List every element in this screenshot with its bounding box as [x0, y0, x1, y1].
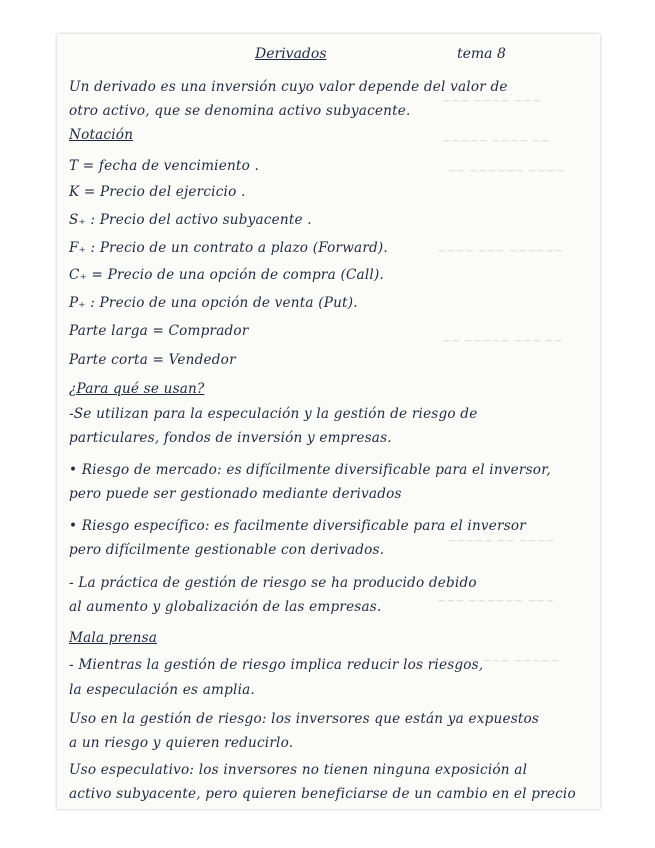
bleed-through-mark: ~~~~~ ~~~~ ~~ — [442, 134, 551, 147]
text-line: C₊ = Precio de una opción de compra (Call). — [69, 267, 384, 283]
topic-label: tema 8 — [457, 46, 506, 62]
text-line: activo subyacente, pero quieren beneficiarse de un cambio en el precio — [69, 786, 576, 802]
text-line: P₊ : Precio de una opción de venta (Put). — [69, 295, 358, 311]
header-row — [57, 46, 600, 68]
text-line: la especulación es amplia. — [69, 682, 255, 698]
bleed-through-mark: ~~~ ~~~~~~ ~~~ — [437, 594, 555, 607]
section-heading: Mala prensa — [69, 630, 158, 646]
text-line: Un derivado es una inversión cuyo valor depende del valor de — [69, 79, 508, 95]
section-heading: ¿Para qué se usan? — [69, 381, 205, 397]
bleed-through-mark: ~~~~ ~~~ ~~~~~~ — [437, 244, 564, 257]
text-line: particulares, fondos de inversión y empresas. — [69, 430, 392, 446]
text-line: T = fecha de vencimiento . — [69, 158, 260, 174]
text-line: -Se utilizan para la especulación y la gestión de riesgo de — [69, 406, 478, 422]
page-title: Derivados — [255, 46, 327, 62]
text-line: F₊ : Precio de un contrato a plazo (Forward). — [69, 240, 388, 256]
text-line: S₊ : Precio del activo subyacente . — [69, 212, 312, 228]
text-line: al aumento y globalización de las empresas. — [69, 599, 382, 615]
text-line: Uso en la gestión de riesgo: los inversores que están ya expuestos — [69, 711, 540, 727]
text-line: Uso especulativo: los inversores no tienen ninguna exposición al — [69, 762, 528, 778]
text-line: otro activo, que se denomina activo subyacente. — [69, 103, 411, 119]
text-line: K = Precio del ejercicio . — [69, 184, 246, 200]
text-line: a un riesgo y quieren reducirlo. — [69, 735, 294, 751]
bleed-through-mark: ~~~ ~~~~ ~~~ — [442, 94, 542, 107]
section-heading: Notación — [69, 127, 134, 143]
bleed-through-mark: ~~~~ ~~~ ~~~~~ — [442, 654, 560, 667]
text-line: Parte corta = Vendedor — [69, 352, 236, 368]
text-line: pero difícilmente gestionable con derivados. — [69, 542, 385, 558]
bleed-through-mark: ~~ ~~~~~~ ~~~~ — [447, 164, 565, 177]
text-line: pero puede ser gestionado mediante derivados — [69, 486, 402, 502]
text-line: • Riesgo específico: es facilmente diversificable para el inversor — [69, 518, 526, 534]
text-line: • Riesgo de mercado: es difícilmente diversificable para el inversor, — [69, 462, 551, 478]
bleed-through-mark: ~~ ~~~~~ ~~~ ~~ — [442, 334, 564, 347]
bleed-through-mark: ~~~~~ ~~ ~~~~ — [447, 534, 556, 547]
text-line: - Mientras la gestión de riesgo implica reducir los riesgos, — [69, 657, 484, 673]
text-line: - La práctica de gestión de riesgo se ha producido debido — [69, 575, 477, 591]
text-line: Parte larga = Comprador — [69, 323, 249, 339]
notebook-page — [57, 34, 600, 809]
